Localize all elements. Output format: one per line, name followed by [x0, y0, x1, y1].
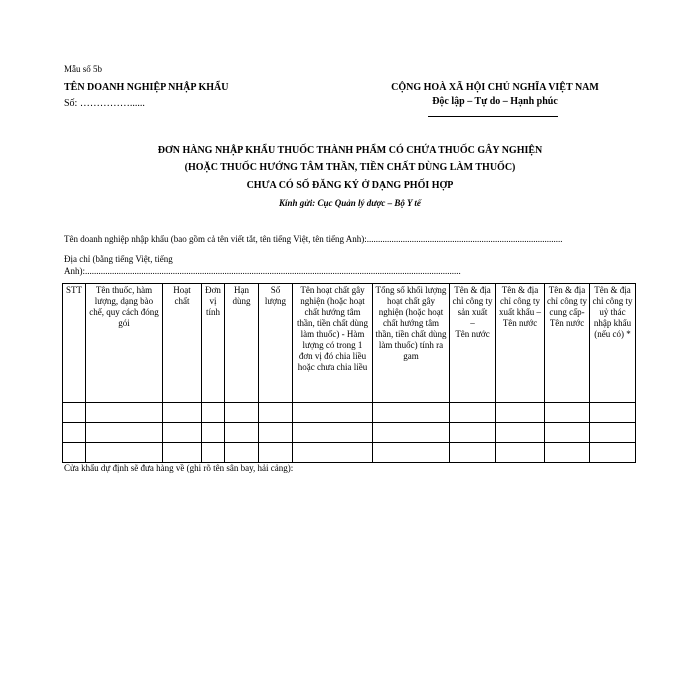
table-cell	[202, 403, 225, 423]
table-cell	[450, 443, 496, 463]
column-header-total-mass: Tổng số khối lượng hoạt chất gây nghiện (hoặc hoạt chất hướng tâm thần, tiền chất dùng làm thuốc) tính ra gam	[373, 284, 450, 403]
table-cell	[450, 423, 496, 443]
table-cell	[225, 443, 259, 463]
table-cell	[163, 403, 202, 423]
table-cell	[86, 423, 163, 443]
table-row	[63, 403, 636, 423]
table-row	[63, 423, 636, 443]
table-cell	[63, 403, 86, 423]
table-cell	[63, 423, 86, 443]
column-header-expiry: Hạn dùng	[225, 284, 259, 403]
table-cell	[496, 443, 545, 463]
table-row	[63, 443, 636, 463]
table-cell	[259, 403, 293, 423]
table-cell	[259, 443, 293, 463]
column-header-exporter: Tên & địa chỉ công ty xuất khẩu – Tên nước	[496, 284, 545, 403]
column-header-stt: STT	[63, 284, 86, 403]
column-header-unit: Đơn vị tính	[202, 284, 225, 403]
company-name-heading: TÊN DOANH NGHIỆP NHẬP KHẨU	[64, 82, 229, 93]
column-header-supplier: Tên & địa chỉ công ty cung cấp- Tên nước	[545, 284, 590, 403]
table-cell	[545, 443, 590, 463]
column-header-drug-name: Tên thuốc, hàm lượng, dạng bào chế, quy cách đóng gói	[86, 284, 163, 403]
import-order-table	[62, 283, 636, 463]
column-header-manufacturer: Tên & địa chỉ công ty sản xuất – Tên nước	[450, 284, 496, 403]
recipient-line: Kính gửi: Cục Quản lý dược – Bộ Y tế	[279, 198, 421, 208]
document-number: Số: ……………......	[64, 98, 145, 109]
document-title-line-1: ĐƠN HÀNG NHẬP KHẨU THUỐC THÀNH PHẨM CÓ CHỨA THUỐC GÂY NGHIỆN	[157, 145, 543, 156]
document-title-line-2: (HOẶC THUỐC HƯỚNG TÂM THẦN, TIỀN CHẤT DÙNG LÀM THUỐC)	[184, 162, 516, 173]
motto: Độc lập – Tự do – Hạnh phúc	[432, 96, 558, 107]
column-header-quantity: Số lượng	[259, 284, 293, 403]
table-cell	[373, 403, 450, 423]
address-field-label: Địa chỉ (bằng tiếng Việt, tiếng	[64, 254, 173, 264]
table-cell	[225, 423, 259, 443]
table-cell	[293, 443, 373, 463]
republic-heading: CỘNG HOÀ XÃ HỘI CHỦ NGHĨA VIỆT NAM	[391, 82, 599, 93]
table-cell	[545, 403, 590, 423]
column-header-narcotic-ingredient: Tên hoạt chất gây nghiện (hoặc hoạt chất hướng tâm thần, tiền chất dùng làm thuốc) - Hàm lượng có trong 1 đơn vị đó chia liều hoặc chưa chia liều	[293, 284, 373, 403]
table-cell	[496, 423, 545, 443]
table-cell	[202, 423, 225, 443]
form-code: Mẫu số 5b	[64, 64, 102, 74]
document-title-line-3: CHƯA CÓ SỐ ĐĂNG KÝ Ở DẠNG PHỐI HỢP	[246, 180, 454, 191]
company-name-field: Tên doanh nghiệp nhập khẩu (bao gồm cả tên viết tắt, tên tiếng Việt, tên tiếng Anh):.......................................................................................	[64, 234, 563, 244]
table-cell	[545, 423, 590, 443]
table-cell	[202, 443, 225, 463]
table-cell	[590, 403, 636, 423]
border-gate-field: Cửa khẩu dự định sẽ đưa hàng về (ghi rõ tên sân bay, hải cảng):	[64, 463, 294, 473]
column-header-active-ingredient: Hoạt chất	[163, 284, 202, 403]
table-cell	[373, 443, 450, 463]
table-cell	[496, 403, 545, 423]
table-cell	[225, 403, 259, 423]
table-cell	[590, 423, 636, 443]
motto-underline	[428, 116, 558, 117]
table-cell	[86, 403, 163, 423]
table-cell	[259, 423, 293, 443]
table-cell	[590, 443, 636, 463]
table-cell	[293, 403, 373, 423]
table-header-row	[63, 284, 636, 403]
column-header-import-agent: Tên & địa chỉ công ty uỷ thác nhập khẩu (nếu có) *	[590, 284, 636, 403]
table-cell	[163, 423, 202, 443]
table-cell	[450, 403, 496, 423]
address-field-continuation: Anh):.......................................................................................................................................................................	[64, 266, 461, 276]
table-cell	[293, 423, 373, 443]
table-cell	[86, 443, 163, 463]
table-cell	[163, 443, 202, 463]
table-cell	[373, 423, 450, 443]
table-cell	[63, 443, 86, 463]
